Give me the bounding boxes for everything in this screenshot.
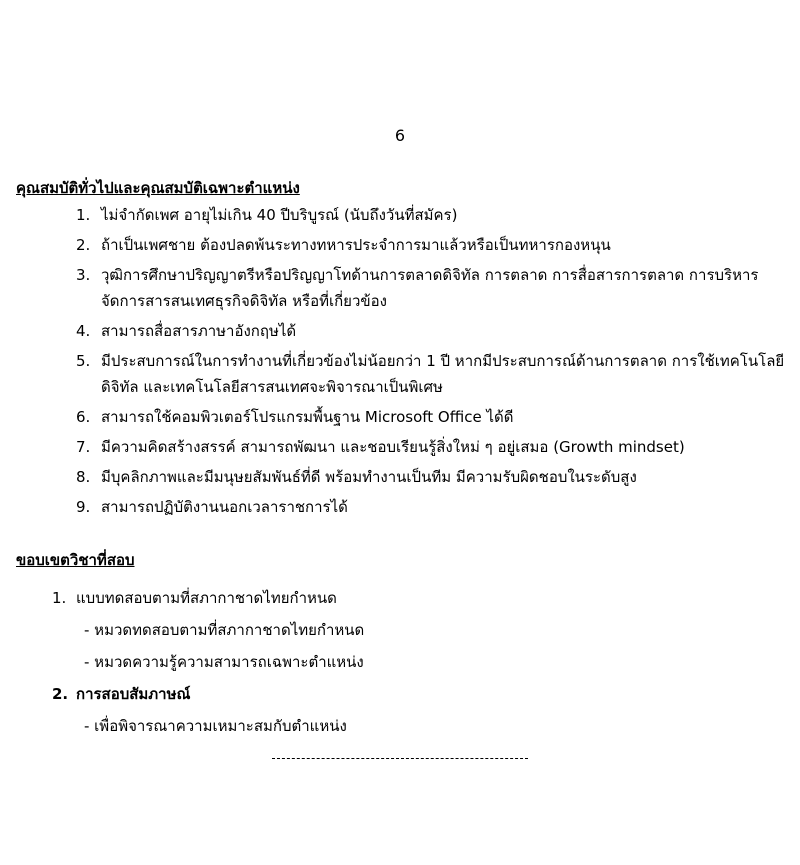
list-item-number: 4. — [76, 322, 91, 340]
list-item — [0, 232, 800, 258]
list-item-number: 9. — [76, 498, 91, 516]
list-item — [0, 464, 800, 490]
list-item-number: 7. — [76, 438, 91, 456]
exam-scope-list — [0, 582, 800, 742]
scope-sub-item-text: - เพื่อพิจารณาความเหมาะสมกับตำแหน่ง — [84, 717, 347, 735]
list-item-number: 8. — [76, 468, 91, 486]
list-item — [0, 262, 800, 314]
scope-group-number: 1. — [52, 589, 67, 607]
scope-sub-item — [0, 646, 800, 678]
list-item-number: 3. — [76, 266, 91, 284]
list-item-text: สามารถปฏิบัติงานนอกเวลาราชการได้ — [101, 498, 348, 516]
list-item-text: ไม่จำกัดเพศ อายุไม่เกิน 40 ปีบริบูรณ์ (นับถึงวันที่สมัคร) — [101, 206, 458, 224]
list-item-text: วุฒิการศึกษาปริญญาตรีหรือปริญญาโทด้านการตลาดดิจิทัล การตลาด การสื่อสารการตลาด การบริหารจัดการสารสนเทศธุรกิจดิจิทัล หรือที่เกี่ยวข้อง — [101, 266, 759, 310]
qualifications-heading: คุณสมบัติทั่วไปและคุณสมบัติเฉพาะตำแหน่ง — [16, 179, 300, 197]
list-item-number: 1. — [76, 206, 91, 224]
list-item-text: สามารถสื่อสารภาษาอังกฤษได้ — [101, 322, 297, 340]
scope-sub-item — [0, 614, 800, 646]
scope-group-number: 2. — [52, 685, 69, 703]
scope-sub-item-text: - หมวดความรู้ความสามารถเฉพาะตำแหน่ง — [84, 653, 364, 671]
list-item-text: ถ้าเป็นเพศชาย ต้องปลดพ้นระทางทหารประจำการมาแล้วหรือเป็นทหารกองหนุน — [101, 236, 611, 254]
list-item — [0, 494, 800, 520]
list-item-number: 5. — [76, 352, 91, 370]
list-item — [0, 318, 800, 344]
scope-sub-item — [0, 710, 800, 742]
list-item-text: สามารถใช้คอมพิวเตอร์โปรแกรมพื้นฐาน Microsoft Office ได้ดี — [101, 408, 514, 426]
scope-group-written-test — [0, 582, 800, 614]
list-item — [0, 404, 800, 430]
scope-group-title: แบบทดสอบตามที่สภากาชาดไทยกำหนด — [76, 589, 337, 607]
list-item — [0, 202, 800, 228]
list-item-number: 6. — [76, 408, 91, 426]
scope-group-title: การสอบสัมภาษณ์ — [76, 685, 191, 703]
list-item-number: 2. — [76, 236, 91, 254]
end-divider — [272, 758, 528, 759]
page-number: 6 — [394, 126, 406, 145]
list-item — [0, 434, 800, 460]
qualifications-list — [0, 202, 800, 524]
list-item-text: มีประสบการณ์ในการทำงานที่เกี่ยวข้องไม่น้อยกว่า 1 ปี หากมีประสบการณ์ด้านการตลาด การใช้เทคโนโลยีดิจิทัล และเทคโนโลยีสารสนเทศจะพิจารณาเป็นพิเศษ — [101, 352, 785, 396]
list-item — [0, 348, 800, 400]
list-item-text: มีบุคลิกภาพและมีมนุษยสัมพันธ์ที่ดี พร้อมทำงานเป็นทีม มีความรับผิดชอบในระดับสูง — [101, 468, 637, 486]
list-item-text: มีความคิดสร้างสรรค์ สามารถพัฒนา และชอบเรียนรู้สิ่งใหม่ ๆ อยู่เสมอ (Growth mindset) — [101, 438, 685, 456]
exam-scope-heading: ขอบเขตวิชาที่สอบ — [16, 551, 135, 569]
scope-group-interview — [0, 678, 800, 710]
scope-sub-item-text: - หมวดทดสอบตามที่สภากาชาดไทยกำหนด — [84, 621, 365, 639]
